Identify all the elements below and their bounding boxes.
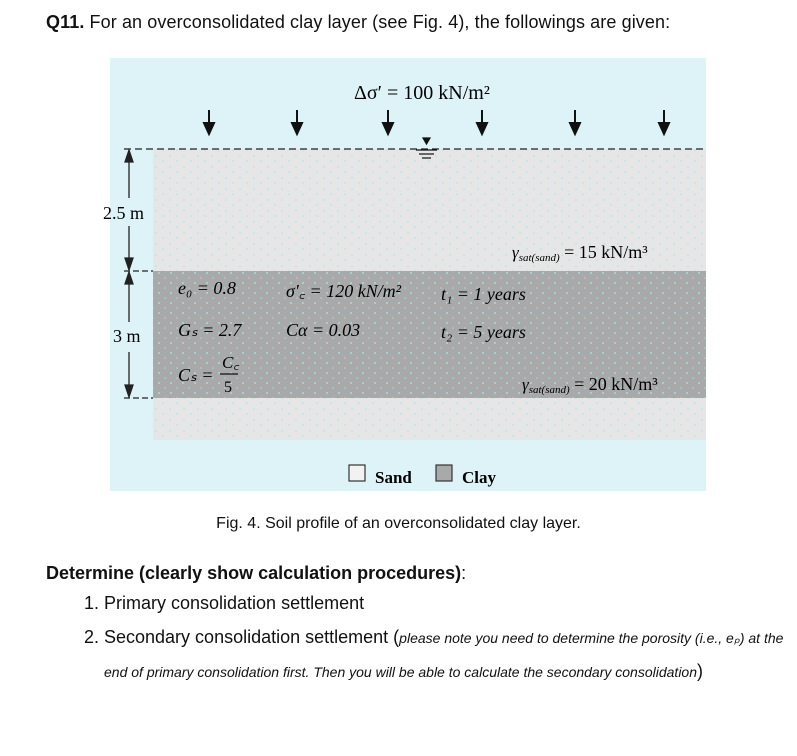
c-alpha-label: Cα = 0.03 xyxy=(286,320,361,340)
legend-clay-swatch xyxy=(436,465,452,481)
task-item-primary: 1. Primary consolidation settlement xyxy=(104,586,784,620)
svg-text:Cₛ =: Cₛ = xyxy=(178,365,214,385)
legend-sand-label: Sand xyxy=(375,468,412,487)
t1-label: t₁ = 1 years xyxy=(441,284,526,304)
legend-sand-swatch xyxy=(349,465,365,481)
sand-thickness-label: 2.5 m xyxy=(103,203,145,223)
gs-label: Gₛ = 2.7 xyxy=(178,320,242,340)
e0-label: e₀ = 0.8 xyxy=(178,278,236,298)
question-number: Q11. xyxy=(46,12,85,32)
t2-label: t₂ = 5 years xyxy=(441,322,526,342)
determine-heading: Determine (clearly show calculation procedures): xyxy=(46,563,467,583)
load-label: Δσ′ = 100 kN/m² xyxy=(354,82,490,104)
clay-thickness-label: 3 m xyxy=(113,326,141,346)
legend-clay-label: Clay xyxy=(462,468,496,487)
sigma-c-label: σ′꜀ = 120 kN/m² xyxy=(286,281,402,301)
task-list xyxy=(72,586,784,689)
task-item-secondary: 2. Secondary consolidation settlement (please note you need to determine the porosity (i.e., eₚ) at the end of primary consolidation first. Then you will be able to calculate the secondary consolidation) xyxy=(104,620,784,689)
gamma-sand-top: γsat(sand) = 15 kN/m³ xyxy=(512,242,648,264)
figure-caption: Fig. 4. Soil profile of an overconsolidated clay layer. xyxy=(216,515,581,532)
svg-text:5: 5 xyxy=(224,379,232,396)
svg-text:C꜀: C꜀ xyxy=(222,353,240,372)
question-text: For an overconsolidated clay layer (see Fig. 4), the followings are given: xyxy=(84,12,671,32)
gamma-sand-bottom: γsat(sand) = 20 kN/m³ xyxy=(522,374,658,396)
task-note: please note you need to determine the porosity (i.e., eₚ) at the end of primary consolidation first. Then you will be able to calculate the secondary consolidation xyxy=(104,630,784,680)
